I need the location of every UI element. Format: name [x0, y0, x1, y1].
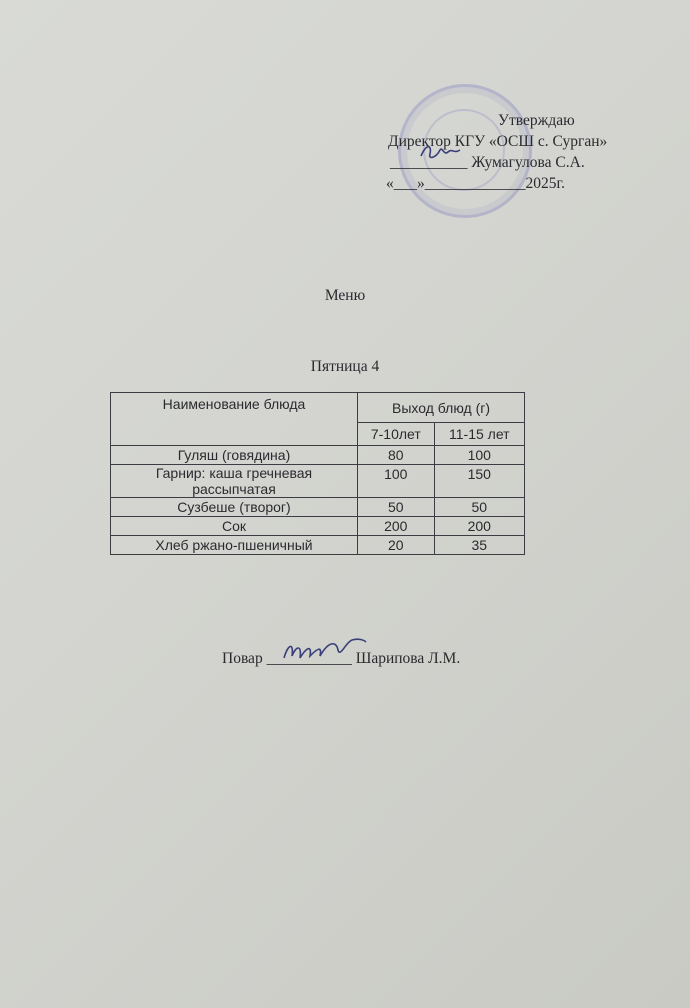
- dish-old: 150: [434, 465, 524, 498]
- day-label: Пятница 4: [310, 358, 380, 375]
- dish-name: Сок: [111, 517, 358, 536]
- header-age-7-10: 7-10лет: [358, 423, 435, 446]
- approval-heading: Утверждаю: [498, 112, 575, 129]
- approval-director: Директор КГУ «ОСШ с. Сурган»: [388, 133, 608, 150]
- table-row: [111, 498, 525, 517]
- dish-young: 100: [358, 465, 435, 498]
- table-row: [111, 446, 525, 465]
- table-row: [111, 517, 525, 536]
- header-dish-name: Наименование блюда: [111, 393, 358, 446]
- cook-label: Повар: [222, 650, 263, 667]
- dish-young: 200: [358, 517, 435, 536]
- dish-old: 200: [434, 517, 524, 536]
- table-row: [111, 465, 525, 498]
- header-age-11-15: 11-15 лет: [434, 423, 524, 446]
- dish-name: Сузбеше (творог): [111, 498, 358, 517]
- approval-date-line: «___»_____________2025г.: [386, 175, 565, 192]
- dish-old: 35: [434, 536, 524, 555]
- dish-old: 100: [434, 446, 524, 465]
- director-signature: [418, 140, 464, 164]
- table-row: [111, 536, 525, 555]
- approval-signature-line: __________ Жумагулова С.А.: [390, 154, 585, 171]
- dish-young: 50: [358, 498, 435, 517]
- menu-table: [110, 392, 525, 555]
- approval-block: [380, 110, 607, 194]
- cook-signature: [278, 634, 370, 664]
- dish-young: 80: [358, 446, 435, 465]
- dish-young: 20: [358, 536, 435, 555]
- dish-name: Гарнир: каша гречневая рассыпчатая: [111, 465, 358, 498]
- page-title: Меню: [324, 287, 366, 304]
- dish-old: 50: [434, 498, 524, 517]
- dish-name: Хлеб ржано-пшеничный: [111, 536, 358, 555]
- header-output: Выход блюд (г): [358, 393, 525, 423]
- cook-signature-line: ___________: [266, 650, 352, 667]
- dish-name: Гуляш (говядина): [111, 446, 358, 465]
- cook-name: Шарипова Л.М.: [355, 650, 461, 667]
